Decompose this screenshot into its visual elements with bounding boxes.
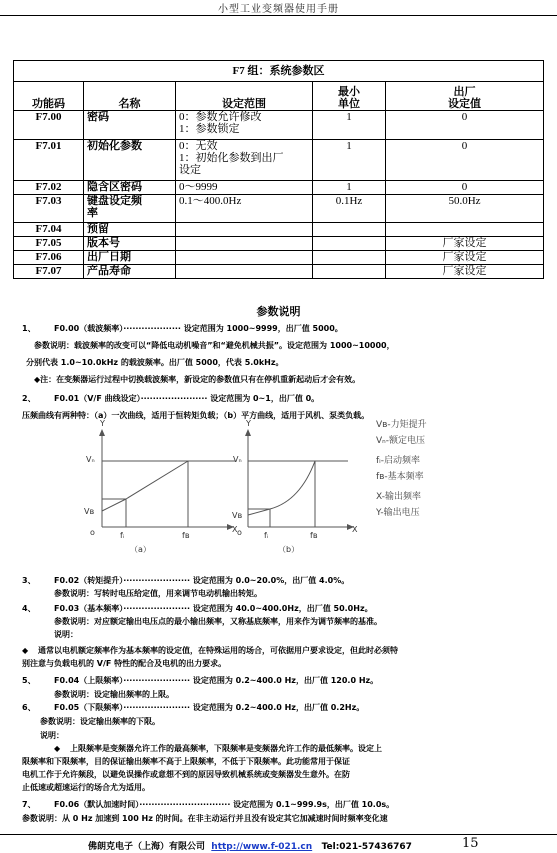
row-name: 隐含区密码 (84, 181, 176, 195)
row-name: 版本号 (84, 237, 176, 251)
square-curve-b (270, 461, 315, 509)
note-mark: ◆ (22, 646, 29, 655)
row-default: 50.0Hz (386, 195, 544, 223)
header-rule (0, 15, 557, 16)
row-name: 预留 (84, 223, 176, 237)
row-default: 0 (386, 111, 544, 140)
y-arrow-a (99, 429, 105, 436)
param-heading: F0.02（转矩提升）······················ 设定范围为 0.0~20.0%，出厂值 4.0%。 (54, 576, 350, 585)
row-code: F7.02 (14, 181, 84, 195)
vb-label-a: Vʙ (84, 507, 95, 516)
row-range (176, 251, 313, 265)
param-heading: F0.04（上限频率）······················ 设定范围为 0.2~400.0 Hz，出厂值 120.0 Hz。 (54, 676, 379, 685)
row-default: 厂家设定 (386, 265, 544, 279)
row-unit (313, 265, 386, 279)
param-heading: F0.00（载波频率）··················· 设定范围为 1000~9999，出厂值 5000。 (54, 324, 343, 333)
param-desc: 参数说明：载波频率的改变可以“降低电动机噪音”和“避免机械共振”。设定范围为 1000~10000， (34, 341, 395, 350)
note-text: 电机工作于允许频段，以避免误操作或意想不到的原因导致机械系统或变频器发生意外。在防 (22, 770, 350, 779)
row-default: 厂家设定 (386, 251, 544, 265)
footer-rule (0, 834, 557, 835)
row-range: 0.1～400.0Hz (176, 195, 313, 223)
note-text: 止低速或超速运行的场合尤为适用。 (22, 783, 150, 792)
origin-label-a: o (90, 528, 95, 537)
fb-label-b: fʙ (310, 531, 318, 540)
param-desc: 参数说明：对应额定输出电压点的最小输出频率，又称基底频率，用来作为调节频率的基准。 (54, 617, 382, 626)
footer-tel: Tel:021-57436767 (321, 842, 412, 852)
footer-url[interactable]: http://www.f-021.cn (211, 842, 313, 852)
item-number: 7、 (22, 800, 36, 809)
row-range: 0：参数允许修改 1：参数锁定 (176, 111, 313, 140)
caption-b: （b） (278, 545, 300, 554)
note-text: 通常以电机额定频率作为基本频率的设定值，在特殊运用的场合，可依据用户要求设定，但此时必须特 (38, 646, 398, 655)
row-unit (313, 223, 386, 237)
row-name: 出厂日期 (84, 251, 176, 265)
row-code: F7.01 (14, 140, 84, 181)
item-number: 1、 (22, 324, 36, 333)
header-unit: 最小 单位 (313, 82, 386, 111)
row-code: F7.07 (14, 265, 84, 279)
param-note-label: 说明： (40, 731, 64, 740)
row-unit: 1 (313, 111, 386, 140)
legend-vb: Vʙ-力矩提升 (376, 420, 427, 430)
row-code: F7.00 (14, 111, 84, 140)
param-desc: 压频曲线有两种特：（a）一次曲线，适用于恒转矩负载；（b）平方曲线，适用于风机、泵类负载。 (22, 411, 370, 420)
row-unit (313, 237, 386, 251)
legend-vn: Vₙ-额定电压 (376, 436, 425, 446)
header-default: 出厂 设定值 (386, 82, 544, 111)
item-number: 4、 (22, 604, 36, 613)
param-heading: F0.03（基本频率）······················ 设定范围为 40.0~400.0Hz，出厂值 50.0Hz。 (54, 604, 373, 613)
y-label-b: Y (246, 419, 251, 428)
legend-fb: fʙ-基本频率 (376, 472, 424, 482)
section-title: 参数说明 (256, 305, 301, 318)
y-label-a: Y (100, 419, 105, 428)
fi-label-b: fᵢ (264, 531, 269, 540)
page-header: 小型工业变频器使用手册 (218, 4, 339, 15)
row-range (176, 265, 313, 279)
param-heading: F0.05（下限频率）······················ 设定范围为 0.2~400.0 Hz，出厂值 0.2Hz。 (54, 703, 365, 712)
note-text: 限频率和下限频率，目的保证输出频率不高于上限频率，不低于下限频率。此功能常用于保证 (22, 757, 350, 766)
boost-a (102, 499, 126, 511)
item-number: 3、 (22, 576, 36, 585)
item-number: 5、 (22, 676, 36, 685)
slope-a (126, 461, 188, 499)
row-range: 0～9999 (176, 181, 313, 195)
row-range (176, 223, 313, 237)
row-name: 初始化参数 (84, 140, 176, 181)
row-default: 0 (386, 181, 544, 195)
header-range: 设定范围 (176, 82, 313, 111)
header-name: 名称 (84, 82, 176, 111)
row-unit: 1 (313, 181, 386, 195)
note-text: 别注意与负载电机的 V/F 特性的配合及电机的出力要求。 (22, 659, 227, 668)
footer (88, 839, 412, 852)
param-desc: 参数说明：从 0 Hz 加速到 100 Hz 的时间。在非主动运行并且没有设定其它加减速时间时频率变化速 (22, 814, 388, 823)
curve-b (245, 429, 354, 530)
fi-label-a: fᵢ (120, 531, 125, 540)
row-unit: 1 (313, 140, 386, 181)
legend-y: Y-输出电压 (376, 508, 420, 518)
boost-b (248, 509, 270, 515)
origin-label-b: o (237, 528, 242, 537)
row-default: 0 (386, 140, 544, 181)
param-desc: 分别代表 1.0~10.0kHz 的载波频率。出厂值 5000，代表 5.0kHz。 (26, 358, 284, 367)
vf-curve-figure (30, 419, 530, 565)
item-number: 6、 (22, 703, 36, 712)
param-desc: 参数说明：设定输出频率的下限。 (40, 717, 160, 726)
curve-a (99, 429, 235, 530)
table-title: F7 组：系统参数区 (14, 61, 544, 82)
param-heading: F0.01（V/F 曲线设定）······················ 设定范围为 0~1，出厂值 0。 (54, 394, 320, 403)
vn-label-a: Vₙ (86, 455, 95, 464)
row-code: F7.06 (14, 251, 84, 265)
x-label-b: X (352, 525, 358, 534)
param-heading: F0.06（默认加速时间）······························ 设定范围为 0.1~999.9s，出厂值 10.0s。 (54, 800, 395, 809)
row-default (386, 223, 544, 237)
row-range: 0：无效 1：初始化参数到出厂 设定 (176, 140, 313, 181)
row-code: F7.05 (14, 237, 84, 251)
vn-label-b: Vₙ (233, 455, 242, 464)
caption-a: （a） (130, 545, 151, 554)
note-mark: ◆ (54, 744, 61, 753)
footer-company: 佛朗克电子（上海）有限公司 (88, 842, 206, 852)
x-label-a: X (232, 525, 238, 534)
row-name: 键盘设定频 率 (84, 195, 176, 223)
vb-label-b: Vʙ (232, 511, 243, 520)
param-note-label: 说明： (54, 630, 78, 639)
row-unit (313, 251, 386, 265)
page-number: 15 (462, 836, 479, 851)
legend-x: X-输出频率 (376, 492, 421, 502)
row-code: F7.04 (14, 223, 84, 237)
note-text: 上限频率是变频器允许工作的最高频率，下限频率是变频器允许工作的最低频率。设定上 (70, 744, 382, 753)
row-default: 厂家设定 (386, 237, 544, 251)
vf-curves-svg (30, 425, 360, 565)
row-name: 密码 (84, 111, 176, 140)
y-arrow-b (245, 429, 251, 436)
row-name: 产品寿命 (84, 265, 176, 279)
row-unit: 0.1Hz (313, 195, 386, 223)
row-code: F7.03 (14, 195, 84, 223)
legend-fi: fᵢ-启动频率 (376, 456, 421, 466)
param-note: ◆注：在变频器运行过程中切换载波频率，新设定的参数值只有在停机重新起动后才会有效。 (34, 375, 361, 384)
header-code: 功能码 (14, 82, 84, 111)
fb-label-a: fʙ (182, 531, 190, 540)
row-range (176, 237, 313, 251)
param-desc: 参数说明：设定输出频率的上限。 (54, 690, 174, 699)
param-desc: 参数说明：写转时电压给定值，用来调节电动机输出转矩。 (54, 589, 262, 598)
parameter-table (13, 60, 544, 279)
item-number: 2、 (22, 394, 36, 403)
